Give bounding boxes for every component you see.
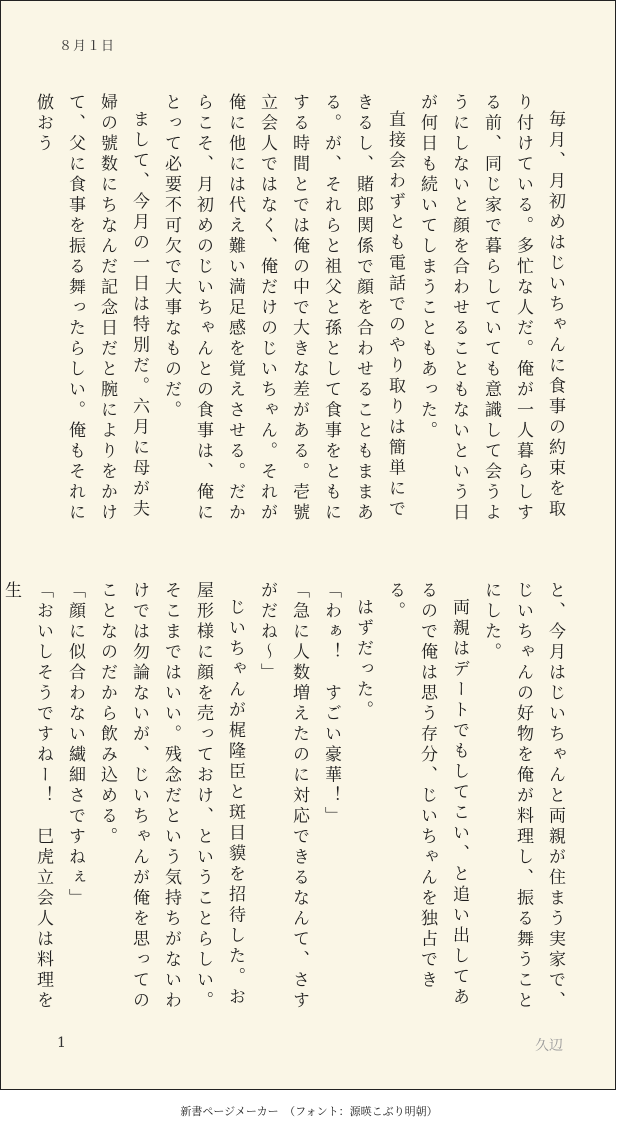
date-label: ８月１日 (59, 39, 116, 54)
paragraph: じいちゃんが梶隆臣と斑目貘を招待した。お屋形様に顔を売っておけ、ということらしい。そこまではいい。残念だという気持ちがないわけでは勿論ないが、じいちゃんが俺を思ってのことなのだから飲み込める。 (97, 581, 245, 1012)
upper-text-block (33, 93, 571, 533)
paragraph: 直接会わずとも電話でのやり取りは簡単にできるし、賭郎関係で顔を合わせることもままある。が、それらと祖父と孫として食事をともにする時間とでは俺の中で大きな差がある。壱號立会人ではなく、俺だけのじいちゃん。それが俺に他には代え難い満足感を覚えさせる。だからこそ、月初めのじいちゃんとの食事は、俺にとって必要不可欠で大事なものだ。 (161, 93, 405, 524)
dialogue-line: 「顔に似合わない繊細さですねぇ」 (65, 581, 85, 909)
paragraph: はずだった。 (353, 598, 373, 721)
author-name: 久辺 (535, 1038, 563, 1054)
paragraph: と、今月はじいちゃんと両親が住まう実家で、じいちゃんの好物を俺が料理し、振る舞うことにした。 (481, 581, 565, 1012)
lower-text-block (1, 581, 571, 1021)
dialogue-line: 「おいしそうですねー！ 巳虎立会人は料理を生 (1, 581, 53, 1012)
generator-credit: 新書ページメーカー （フォント：源暎こぶり明朝） (180, 1105, 438, 1118)
dialogue-line: 「わぁ！ すごい豪華！」 (321, 581, 341, 827)
paragraph: まして、今月の一日は特別だ。六月に母が夫婦の號数にちなんだ記念日だと腕によりをかけて、父に食事を振る舞ったらしい。俺もそれに倣おう (33, 93, 149, 524)
paragraph: 両親はデートでもしてこい、と追い出してあるので俺は思う存分、じいちゃんを独占できる。 (385, 581, 469, 1008)
dialogue-line: 「急に人数増えたのに対応できるなんて、さすがだね〜」 (257, 581, 309, 1012)
paragraph: 毎月、月初めはじいちゃんに食事の約束を取り付けている。多忙な人だ。俺が一人暮らしする前、同じ家で暮らしていても意識して会うようにしないと顔を合わせることもないという日が何日も続いてしまうこともあった。 (417, 93, 565, 524)
page-number: 1 (57, 1035, 66, 1051)
